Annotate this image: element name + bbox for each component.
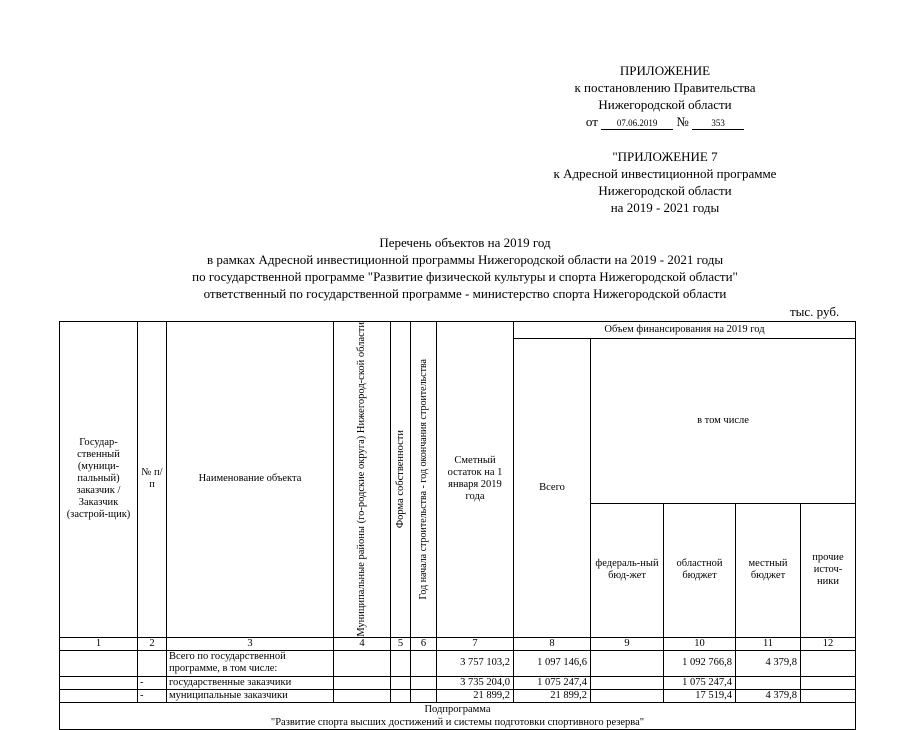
table-cell: -	[138, 676, 167, 689]
table-cell	[411, 689, 437, 702]
title-line-2: в рамках Адресной инвестиционной программы Нижегородской области на 2019 - 2021 годы	[206, 252, 724, 267]
table-cell: 3 735 204,0	[437, 676, 514, 689]
table-row	[60, 689, 856, 702]
appendix7-line-2: к Адресной инвестиционной программе	[553, 166, 777, 181]
title-line-1: Перечень объектов на 2019 год	[379, 235, 551, 250]
table-cell	[60, 650, 138, 676]
table-cell	[591, 689, 664, 702]
table-cell: 1 075 247,4	[514, 676, 591, 689]
column-number: 7	[437, 637, 514, 650]
column-number: 5	[391, 637, 411, 650]
title-line-4: ответственный по государственной программе - министерство спорта Нижегородской области	[203, 286, 727, 301]
subprogram-label: Подпрограмма	[424, 703, 491, 715]
table-cell: 1 075 247,4	[664, 676, 736, 689]
column-number: 9	[591, 637, 664, 650]
appendix-line-2: к постановлению Правительства	[574, 80, 756, 95]
table-cell	[334, 676, 391, 689]
table-cell: муниципальные заказчики	[167, 689, 334, 702]
date-value: 07.06.2019	[601, 118, 673, 130]
table-cell	[391, 689, 411, 702]
table-cell	[801, 650, 856, 676]
subprogram-name: "Развитие спорта высших достижений и системы подготовки спортивного резерва"	[270, 716, 645, 728]
table-cell: -	[138, 689, 167, 702]
column-number: 2	[138, 637, 167, 650]
appendix-date-line	[470, 113, 860, 130]
column-number: 11	[736, 637, 801, 650]
header-years: Год начала строительства - год окончания строительства	[418, 359, 429, 600]
table-row	[60, 676, 856, 689]
table-cell: 4 379,8	[736, 689, 801, 702]
number-value: 353	[692, 118, 744, 130]
header-federal: федераль-ный бюд-жет	[591, 503, 664, 637]
header-balance: Сметный остаток на 1 января 2019 года	[437, 322, 514, 638]
table-cell: 21 899,2	[514, 689, 591, 702]
header-total: Всего	[514, 339, 591, 638]
table-cell	[138, 650, 167, 676]
header-row-1	[60, 322, 856, 339]
table-cell	[391, 676, 411, 689]
header-local: местный бюджет	[736, 503, 801, 637]
table-cell: Всего по государственной программе, в том числе:	[167, 650, 334, 676]
column-number: 6	[411, 637, 437, 650]
header-including: в том числе	[591, 339, 856, 504]
table-cell	[801, 676, 856, 689]
document-title	[60, 234, 870, 302]
table-cell	[736, 676, 801, 689]
table-cell: 3 757 103,2	[437, 650, 514, 676]
table-cell	[591, 676, 664, 689]
subprogram-row	[60, 702, 856, 729]
appendix7-line-4: на 2019 - 2021 годы	[610, 200, 720, 215]
table-cell	[591, 650, 664, 676]
table-cell: 21 899,2	[437, 689, 514, 702]
column-number: 8	[514, 637, 591, 650]
appendix7-line-3: Нижегородской области	[598, 183, 732, 198]
header-other: прочие источ-ники	[801, 503, 856, 637]
header-customer: Государ-ственный (муници-пальный) заказчик / Заказчик (застрой-щик)	[60, 322, 138, 638]
appendix7-header	[470, 148, 860, 216]
number-prefix: №	[676, 114, 689, 129]
column-numbers-row	[60, 637, 856, 650]
table-cell: 4 379,8	[736, 650, 801, 676]
header-ownership-cell	[391, 322, 411, 638]
table-cell: 17 519,4	[664, 689, 736, 702]
table-cell	[801, 689, 856, 702]
column-number: 3	[167, 637, 334, 650]
header-object-name: Наименование объекта	[167, 322, 334, 638]
table-cell: 1 097 146,6	[514, 650, 591, 676]
date-prefix: от	[585, 114, 598, 129]
column-number: 12	[801, 637, 856, 650]
header-years-cell	[411, 322, 437, 638]
table-cell	[411, 676, 437, 689]
title-line-3: по государственной программе "Развитие физической культуры и спорта Нижегородской области"	[192, 269, 738, 284]
table-cell	[60, 689, 138, 702]
header-municipal-cell	[334, 322, 391, 638]
header-financing-group: Объем финансирования на 2019 год	[514, 322, 856, 339]
appendix7-title: "ПРИЛОЖЕНИЕ 7	[612, 149, 718, 164]
table-cell: государственные заказчики	[167, 676, 334, 689]
subprogram-cell	[60, 702, 856, 729]
header-municipal: Муниципальные районы (го-родские округа) Нижегород-ской области	[356, 322, 367, 637]
objects-table	[59, 321, 856, 730]
column-number: 10	[664, 637, 736, 650]
column-number: 1	[60, 637, 138, 650]
header-ownership: Форма собственности	[394, 430, 406, 529]
header-regional: областной бюджет	[664, 503, 736, 637]
appendix-line-3: Нижегородской области	[598, 97, 732, 112]
appendix-title: ПРИЛОЖЕНИЕ	[619, 63, 711, 78]
appendix-header	[470, 62, 860, 130]
table-row	[60, 650, 856, 676]
column-number: 4	[334, 637, 391, 650]
table-cell	[60, 676, 138, 689]
header-number: № п/п	[138, 322, 167, 638]
table-cell	[334, 689, 391, 702]
units-label: тыс. руб.	[790, 304, 840, 319]
table-cell	[334, 650, 391, 676]
table-cell	[411, 650, 437, 676]
table-cell: 1 092 766,8	[664, 650, 736, 676]
table-cell	[391, 650, 411, 676]
